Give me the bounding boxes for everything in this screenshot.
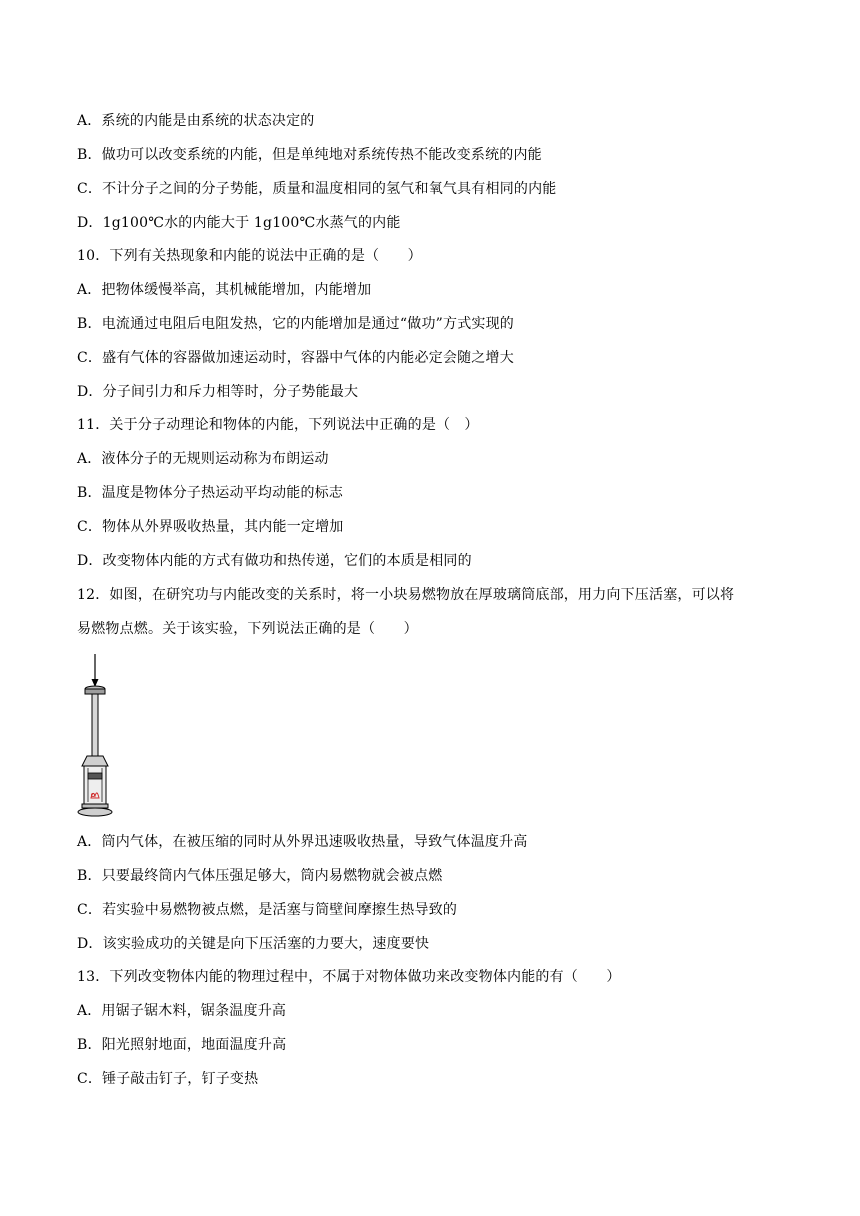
- option-12d: D．该实验成功的关键是向下压活塞的力要大，速度要快: [77, 936, 430, 952]
- option-12c: C．若实验中易燃物被点燃，是活塞与筒壁间摩擦生热导致的: [77, 902, 458, 918]
- option-13a: A．用锯子锯木料，锯条温度升高: [77, 1003, 287, 1019]
- option-9c: C．不计分子之间的分子势能，质量和温度相同的氢气和氧气具有相同的内能: [77, 181, 557, 197]
- piston-cylinder-figure: [72, 652, 120, 820]
- option-11b: B．温度是物体分子热运动平均动能的标志: [77, 485, 344, 501]
- question-12-line-1: 12．如图，在研究功与内能改变的关系时，将一小块易燃物放在厚玻璃筒底部，用力向下压活塞，可以将: [77, 587, 735, 603]
- option-13b: B．阳光照射地面，地面温度升高: [77, 1037, 287, 1053]
- question-12-line-2: 易燃物点燃。关于该实验，下列说法正确的是（ ）: [77, 621, 418, 637]
- option-11a: A．液体分子的无规则运动称为布朗运动: [77, 451, 329, 467]
- option-9b: B．做功可以改变系统的内能，但是单纯地对系统传热不能改变系统的内能: [77, 147, 542, 163]
- option-10a: A．把物体缓慢举高，其机械能增加，内能增加: [77, 282, 372, 298]
- option-12b: B．只要最终筒内气体压强足够大，筒内易燃物就会被点燃: [77, 868, 443, 884]
- piston-head: [88, 773, 102, 779]
- cylinder-collar: [82, 756, 108, 766]
- piston-rod: [92, 694, 98, 756]
- cylinder-base-plate: [82, 804, 108, 808]
- question-13: 13．下列改变物体内能的物理过程中，不属于对物体做功来改变物体内能的有（ ）: [77, 969, 621, 985]
- option-10d: D．分子间引力和斥力相等时，分子势能最大: [77, 384, 359, 400]
- piston-cap-rim: [85, 689, 105, 694]
- cylinder-base: [78, 808, 112, 816]
- option-9d: D．1g100℃水的内能大于 1g100℃水蒸气的内能: [77, 215, 401, 231]
- question-10: 10．下列有关热现象和内能的说法中正确的是（ ）: [77, 248, 422, 264]
- option-10b: B．电流通过电阻后电阻发热，它的内能增加是通过“做功”方式实现的: [77, 316, 515, 332]
- option-10c: C．盛有气体的容器做加速运动时，容器中气体的内能必定会随之增大: [77, 350, 514, 366]
- option-13c: C．锤子敲击钉子，钉子变热: [77, 1071, 259, 1087]
- option-9a: A．系统的内能是由系统的状态决定的: [77, 113, 315, 129]
- option-11c: C．物体从外界吸收热量，其内能一定增加: [77, 519, 344, 535]
- option-11d: D．改变物体内能的方式有做功和热传递，它们的本质是相同的: [77, 553, 472, 569]
- question-11: 11．关于分子动理论和物体的内能，下列说法中正确的是（ ）: [77, 417, 479, 433]
- option-12a: A．筒内气体，在被压缩的同时从外界迅速吸收热量，导致气体温度升高: [77, 834, 528, 850]
